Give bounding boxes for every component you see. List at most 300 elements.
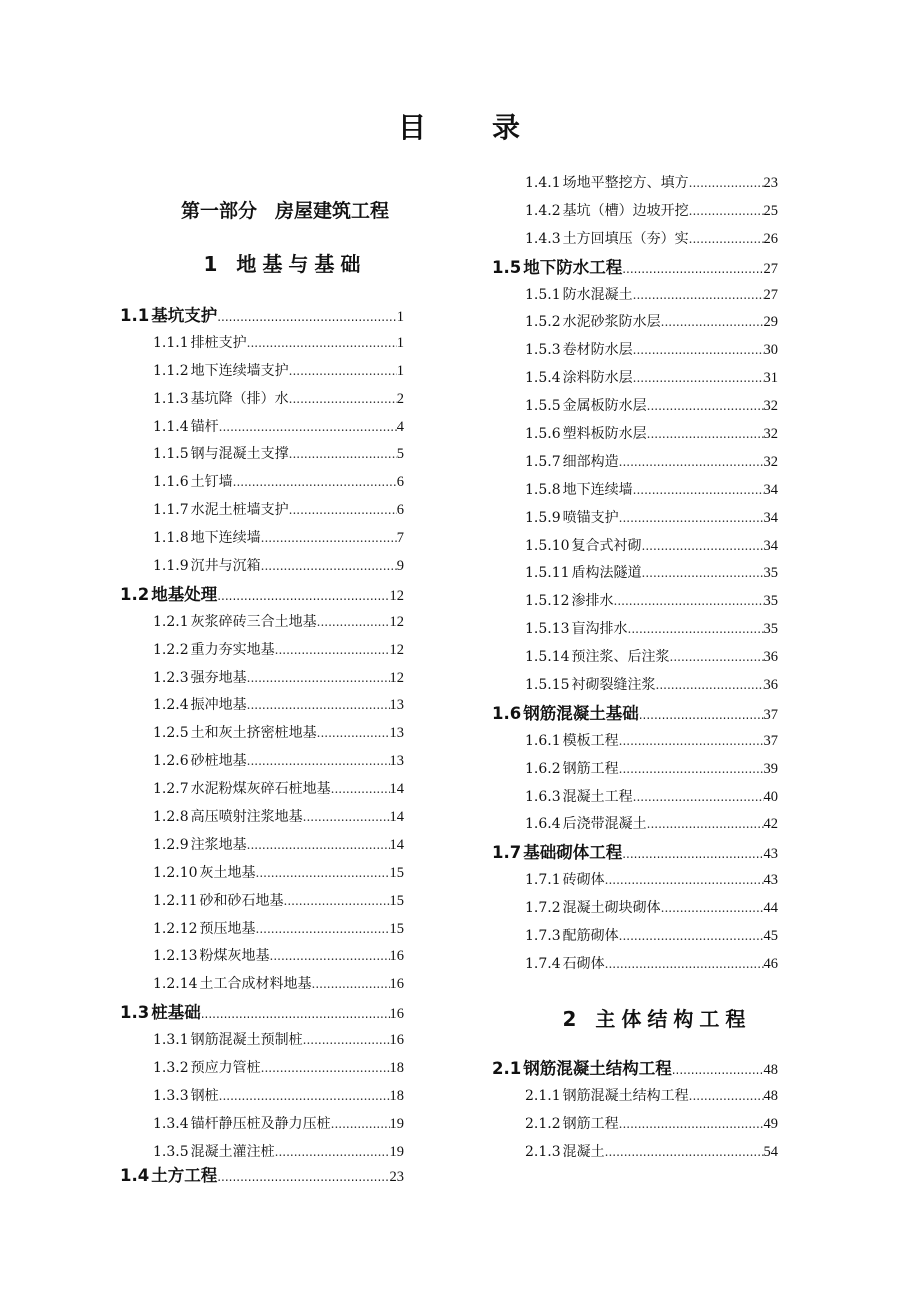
toc-entry-title: 地下防水工程 — [523, 257, 623, 277]
toc-entry-page: 12 — [389, 641, 404, 658]
toc-entry[interactable] — [120, 943, 404, 971]
toc-entry-page: 45 — [763, 928, 778, 945]
toc-entry-number: 1.6.2 — [525, 760, 561, 777]
toc-entry-title: 金属板防水层 — [562, 398, 647, 415]
toc-entry-title: 钢筋工程 — [562, 1115, 619, 1132]
toc-entry-page: 48 — [763, 1062, 778, 1078]
toc-entry-title: 土钉墙 — [190, 474, 233, 491]
toc-entry-title: 防水混凝土 — [562, 286, 633, 303]
toc-entry[interactable] — [120, 358, 404, 386]
toc-entry[interactable] — [492, 588, 778, 616]
toc-entry-page: 16 — [389, 976, 404, 993]
toc-entry[interactable] — [120, 497, 404, 525]
toc-entry[interactable] — [492, 309, 778, 337]
toc-leader-dots — [317, 609, 390, 637]
toc-entry-title: 混凝土灌注桩 — [190, 1143, 275, 1160]
toc-entry[interactable] — [492, 254, 778, 282]
toc-leader-dots — [331, 1111, 390, 1139]
toc-entry[interactable] — [120, 692, 404, 720]
toc-entry-number: 1.5.9 — [525, 509, 561, 526]
toc-entry[interactable] — [492, 811, 778, 839]
toc-entry-page: 30 — [763, 342, 778, 359]
toc-entry-page: 36 — [763, 649, 778, 666]
toc-entry-number: 1.2.6 — [153, 753, 189, 770]
toc-leader-dots — [256, 860, 390, 888]
toc-entry-page: 42 — [763, 816, 778, 833]
toc-leader-dots — [647, 393, 764, 421]
toc-entry[interactable] — [120, 665, 404, 693]
toc-entry[interactable] — [120, 581, 404, 609]
toc-leader-dots — [656, 672, 764, 700]
toc-entry[interactable] — [492, 867, 778, 895]
toc-column-right — [492, 170, 778, 979]
toc-entry[interactable] — [120, 916, 404, 944]
toc-entry[interactable] — [120, 302, 404, 330]
toc-leader-dots — [619, 1111, 764, 1139]
toc-entry[interactable] — [120, 553, 404, 581]
toc-entry-number: 2.1.3 — [525, 1143, 561, 1160]
toc-entry-number: 1.4.2 — [525, 202, 561, 219]
toc-entry-title: 灰浆碎砖三合土地基 — [190, 613, 317, 630]
toc-entry[interactable] — [492, 560, 778, 588]
toc-leader-dots — [289, 497, 397, 525]
toc-entry-number: 1.2.10 — [153, 864, 198, 881]
toc-entry-page: 2 — [396, 390, 404, 407]
toc-entry-title: 钢筋混凝土预制桩 — [190, 1032, 303, 1049]
toc-entry-number: 2.1.1 — [525, 1087, 561, 1104]
toc-entry-title: 模板工程 — [562, 732, 619, 749]
toc-entry-number: 1.2.14 — [153, 976, 198, 993]
toc-entry-title: 混凝土工程 — [562, 788, 633, 805]
toc-entry-page: 35 — [763, 593, 778, 610]
toc-entry-page: 19 — [389, 1143, 404, 1160]
toc-entry-page: 1 — [396, 309, 404, 325]
toc-entry-title: 配筋砌体 — [562, 928, 619, 945]
toc-entry-page: 18 — [389, 1060, 404, 1077]
toc-entry-number: 1.2.1 — [153, 613, 189, 630]
toc-entry[interactable] — [492, 337, 778, 365]
toc-entry-page: 25 — [763, 202, 778, 219]
toc-entry-number: 1.5.1 — [525, 286, 561, 303]
toc-entry-title: 预压地基 — [199, 920, 256, 937]
toc-leader-dots — [247, 692, 390, 720]
toc-leader-dots — [247, 832, 390, 860]
toc-entry-page: 32 — [763, 453, 778, 470]
toc-leader-dots — [261, 1055, 390, 1083]
toc-entry-title: 排桩支护 — [190, 334, 247, 351]
toc-entry-title: 砂桩地基 — [190, 753, 247, 770]
toc-entry-page: 23 — [763, 175, 778, 191]
toc-entry-title: 锚杆 — [190, 418, 219, 435]
toc-leader-dots — [614, 588, 764, 616]
toc-entry[interactable] — [492, 533, 778, 561]
toc-leader-dots — [661, 309, 764, 337]
toc-column-left-bottom — [120, 1162, 404, 1190]
toc-entry-page: 29 — [763, 314, 778, 331]
toc-leader-dots — [247, 665, 390, 693]
toc-entry-page: 54 — [763, 1143, 778, 1160]
toc-entry-page: 18 — [389, 1087, 404, 1104]
toc-leader-dots — [275, 637, 390, 665]
toc-leader-dots — [219, 1083, 390, 1111]
toc-entry-title: 基坑支护 — [151, 306, 218, 325]
toc-entry[interactable] — [120, 386, 404, 414]
toc-leader-dots — [633, 784, 764, 812]
toc-entry-title: 后浇带混凝土 — [562, 816, 647, 833]
toc-entry-number: 1.6 — [492, 703, 522, 723]
toc-entry-page: 13 — [389, 725, 404, 742]
toc-entry-number: 1.7.4 — [525, 955, 561, 972]
toc-leader-dots — [312, 971, 390, 999]
toc-leader-dots — [633, 365, 764, 393]
toc-entry-number: 1.2.2 — [153, 641, 189, 658]
toc-entry[interactable] — [492, 198, 778, 226]
toc-entry-title: 预注浆、后注浆 — [571, 649, 670, 666]
toc-entry-title: 基坑降（排）水 — [190, 390, 289, 407]
toc-entry-title: 水泥土桩墙支护 — [190, 502, 289, 519]
toc-leader-dots — [619, 923, 764, 951]
toc-entry-page: 12 — [389, 613, 404, 630]
toc-entry-title: 桩基础 — [151, 1003, 201, 1023]
toc-entry-number: 1.7.1 — [525, 872, 561, 889]
toc-column-right-bottom — [492, 1055, 778, 1167]
toc-entry-page: 46 — [763, 955, 778, 972]
toc-entry-number: 1.5.7 — [525, 453, 561, 470]
toc-entry[interactable] — [492, 1139, 778, 1167]
toc-leader-dots — [622, 841, 763, 869]
toc-entry-title: 地下连续墙 — [190, 530, 261, 547]
toc-entry-page: 34 — [763, 509, 778, 526]
toc-entry[interactable] — [120, 748, 404, 776]
toc-entry-number: 1.6.3 — [525, 788, 561, 805]
toc-entry[interactable] — [120, 1083, 404, 1111]
toc-entry-title: 水泥粉煤灰碎石桩地基 — [190, 781, 331, 798]
toc-column-left — [120, 302, 404, 1167]
toc-entry[interactable] — [120, 469, 404, 497]
toc-entry[interactable] — [492, 839, 778, 867]
toc-entry[interactable] — [120, 414, 404, 442]
toc-entry-page: 15 — [389, 864, 404, 881]
toc-leader-dots — [642, 560, 764, 588]
toc-entry-page: 40 — [763, 788, 778, 805]
toc-entry[interactable] — [120, 860, 404, 888]
toc-leader-dots — [303, 1027, 390, 1055]
toc-leader-dots — [628, 616, 764, 644]
toc-leader-dots — [201, 1001, 390, 1029]
toc-leader-dots — [270, 943, 390, 971]
toc-entry[interactable] — [492, 170, 778, 198]
toc-entry-number: 1.5 — [492, 257, 522, 277]
toc-entry-page: 39 — [763, 760, 778, 777]
toc-entry-number: 1.5.4 — [525, 370, 561, 387]
toc-entry[interactable] — [492, 923, 778, 951]
toc-leader-dots — [633, 477, 764, 505]
toc-entry-page: 43 — [763, 846, 778, 863]
toc-entry[interactable] — [492, 1111, 778, 1139]
toc-entry-title: 盾构法隧道 — [571, 565, 642, 582]
toc-entry-title: 地下连续墙 — [562, 481, 633, 498]
toc-entry-number: 1.5.14 — [525, 649, 570, 666]
toc-leader-dots — [619, 505, 764, 533]
toc-entry-number: 1.1 — [120, 306, 150, 325]
toc-leader-dots — [233, 469, 397, 497]
toc-entry-number: 1.5.5 — [525, 398, 561, 415]
toc-entry[interactable] — [120, 609, 404, 637]
toc-entry-page: 26 — [763, 230, 778, 247]
toc-entry-number: 1.5.8 — [525, 481, 561, 498]
toc-entry-page: 1 — [396, 334, 404, 351]
toc-entry-title: 灰土地基 — [199, 864, 256, 881]
toc-entry-number: 1.5.10 — [525, 537, 570, 554]
toc-entry[interactable] — [492, 505, 778, 533]
toc-entry-page: 13 — [389, 697, 404, 714]
toc-entry-title: 强夯地基 — [190, 669, 247, 686]
toc-entry-page: 9 — [396, 558, 404, 575]
toc-leader-dots — [331, 776, 390, 804]
toc-entry-title: 盲沟排水 — [571, 621, 628, 638]
toc-entry-title: 预应力管桩 — [190, 1060, 261, 1077]
toc-entry[interactable] — [492, 1083, 778, 1111]
toc-entry-number: 1.1.6 — [153, 474, 189, 491]
toc-leader-dots — [247, 330, 397, 358]
toc-entry-number: 1.1.5 — [153, 446, 189, 463]
toc-leader-dots — [289, 441, 397, 469]
toc-entry[interactable] — [492, 393, 778, 421]
title-char-2: 录 — [492, 111, 523, 144]
toc-leader-dots — [689, 170, 764, 198]
toc-entry-title: 土和灰土挤密桩地基 — [190, 725, 317, 742]
toc-entry-title: 基坑（槽）边坡开挖 — [562, 202, 689, 219]
toc-leader-dots — [247, 748, 390, 776]
toc-leader-dots — [633, 282, 764, 310]
toc-leader-dots — [261, 525, 397, 553]
toc-entry[interactable] — [492, 1055, 778, 1083]
toc-entry-title: 钢筋混凝土基础 — [523, 703, 639, 723]
part-number: 第一部分 — [180, 200, 257, 222]
toc-entry-title: 锚杆静压桩及静力压桩 — [190, 1115, 331, 1132]
toc-entry-title: 高压喷射注浆地基 — [190, 809, 303, 826]
toc-entry-page: 6 — [396, 502, 404, 519]
document-title — [0, 106, 920, 146]
toc-entry-title: 渗排水 — [571, 593, 614, 610]
toc-leader-dots — [317, 720, 390, 748]
toc-entry[interactable] — [492, 951, 778, 979]
toc-entry-number: 1.5.15 — [525, 677, 570, 694]
toc-entry-title: 细部构造 — [562, 453, 619, 470]
toc-entry-page: 16 — [389, 948, 404, 965]
toc-entry[interactable] — [492, 784, 778, 812]
toc-entry-page: 35 — [763, 565, 778, 582]
toc-leader-dots — [605, 951, 764, 979]
toc-entry-number: 1.4.3 — [525, 230, 561, 247]
toc-entry-title: 钢桩 — [190, 1087, 219, 1104]
toc-leader-dots — [642, 533, 764, 561]
toc-leader-dots — [689, 1083, 764, 1111]
toc-entry-number: 1.3.2 — [153, 1060, 189, 1077]
toc-entry-number: 1.6.4 — [525, 816, 561, 833]
chapter-1-title: 1 地基与基础 — [203, 252, 367, 276]
toc-entry[interactable] — [492, 728, 778, 756]
toc-entry[interactable] — [120, 832, 404, 860]
toc-entry-number: 1.4 — [120, 1166, 150, 1185]
toc-entry-title: 土方回填压（夯）实 — [562, 230, 689, 247]
toc-leader-dots — [289, 386, 397, 414]
toc-entry-number: 1.5.11 — [525, 565, 570, 582]
toc-entry-title: 重力夯实地基 — [190, 641, 275, 658]
toc-entry-number: 1.1.1 — [153, 334, 189, 351]
toc-entry-page: 15 — [389, 892, 404, 909]
toc-entry[interactable] — [120, 804, 404, 832]
toc-entry-title: 土工合成材料地基 — [199, 976, 312, 993]
toc-entry-page: 6 — [396, 474, 404, 491]
toc-entry-number: 1.4.1 — [525, 175, 561, 191]
toc-entry[interactable] — [492, 895, 778, 923]
toc-leader-dots — [289, 358, 397, 386]
toc-entry-number: 1.5.6 — [525, 426, 561, 443]
toc-entry[interactable] — [492, 365, 778, 393]
toc-entry-title: 石砌体 — [562, 955, 605, 972]
toc-entry[interactable] — [492, 449, 778, 477]
toc-entry-number: 1.1.7 — [153, 502, 189, 519]
toc-entry[interactable] — [492, 644, 778, 672]
toc-entry-page: 32 — [763, 426, 778, 443]
toc-entry-number: 1.6.1 — [525, 732, 561, 749]
toc-entry-page: 36 — [763, 677, 778, 694]
toc-entry-title: 喷锚支护 — [562, 509, 619, 526]
toc-entry-page: 12 — [389, 669, 404, 686]
toc-entry-number: 1.3 — [120, 1003, 150, 1023]
toc-entry-title: 水泥砂浆防水层 — [562, 314, 661, 331]
toc-entry[interactable] — [492, 282, 778, 310]
toc-entry-title: 场地平整挖方、填方 — [562, 175, 689, 191]
toc-leader-dots — [639, 702, 764, 730]
toc-entry[interactable] — [492, 756, 778, 784]
toc-leader-dots — [670, 644, 764, 672]
toc-entry-title: 钢筋工程 — [562, 760, 619, 777]
toc-entry[interactable] — [492, 700, 778, 728]
toc-entry-number: 1.2.12 — [153, 920, 198, 937]
toc-entry-number: 1.1.8 — [153, 530, 189, 547]
toc-leader-dots — [219, 414, 397, 442]
toc-leader-dots — [217, 1164, 389, 1192]
toc-entry-page: 19 — [389, 1115, 404, 1132]
toc-entry-page: 27 — [763, 286, 778, 303]
toc-leader-dots — [622, 256, 763, 284]
toc-entry[interactable] — [120, 971, 404, 999]
toc-entry[interactable] — [120, 888, 404, 916]
toc-entry-title: 注浆地基 — [190, 836, 247, 853]
toc-entry-page: 14 — [389, 809, 404, 826]
toc-entry-page: 14 — [389, 836, 404, 853]
toc-entry-number: 1.2.11 — [153, 892, 198, 909]
toc-entry-page: 1 — [396, 362, 404, 379]
toc-entry-title: 基础砌体工程 — [523, 843, 623, 863]
toc-entry-title: 地基处理 — [151, 584, 218, 604]
toc-leader-dots — [633, 337, 764, 365]
toc-entry-number: 1.2.3 — [153, 669, 189, 686]
toc-entry[interactable] — [120, 720, 404, 748]
toc-entry[interactable] — [120, 1027, 404, 1055]
toc-entry-title: 土方工程 — [151, 1166, 218, 1185]
toc-entry[interactable] — [492, 672, 778, 700]
toc-entry-number: 1.5.3 — [525, 342, 561, 359]
toc-entry-number: 2.1.2 — [525, 1115, 561, 1132]
toc-entry-title: 混凝土砌块砌体 — [562, 900, 661, 917]
toc-entry-page: 4 — [396, 418, 404, 435]
toc-entry[interactable] — [492, 226, 778, 254]
toc-entry-number: 1.5.2 — [525, 314, 561, 331]
toc-entry-number: 1.2.5 — [153, 725, 189, 742]
toc-entry-page: 34 — [763, 537, 778, 554]
toc-entry-title: 砂和砂石地基 — [199, 892, 284, 909]
toc-entry-title: 钢筋混凝土结构工程 — [562, 1087, 689, 1104]
toc-entry-title: 地下连续墙支护 — [190, 362, 289, 379]
toc-entry-page: 32 — [763, 398, 778, 415]
toc-entry-number: 1.7.3 — [525, 928, 561, 945]
title-char-1: 目 — [397, 111, 428, 144]
toc-entry-page: 14 — [389, 781, 404, 798]
toc-entry[interactable] — [120, 999, 404, 1027]
toc-entry-number: 1.7.2 — [525, 900, 561, 917]
toc-entry-title: 粉煤灰地基 — [199, 948, 270, 965]
toc-entry-number: 2.1 — [492, 1059, 522, 1078]
toc-entry[interactable] — [120, 1162, 404, 1190]
toc-entry[interactable] — [120, 776, 404, 804]
toc-entry-title: 混凝土 — [562, 1143, 605, 1160]
toc-entry[interactable] — [120, 525, 404, 553]
toc-entry[interactable] — [492, 421, 778, 449]
toc-leader-dots — [303, 804, 390, 832]
toc-entry[interactable] — [492, 477, 778, 505]
toc-entry-page: 37 — [763, 732, 778, 749]
toc-entry-number: 1.5.12 — [525, 593, 570, 610]
toc-leader-dots — [661, 895, 764, 923]
toc-entry[interactable] — [120, 330, 404, 358]
toc-entry[interactable] — [492, 616, 778, 644]
toc-leader-dots — [619, 756, 764, 784]
toc-entry-number: 1.2.13 — [153, 948, 198, 965]
toc-entry[interactable] — [120, 637, 404, 665]
toc-entry-number: 1.1.3 — [153, 390, 189, 407]
toc-entry-page: 43 — [763, 872, 778, 889]
toc-entry-number: 1.3.1 — [153, 1032, 189, 1049]
toc-entry-page: 27 — [763, 260, 778, 277]
toc-leader-dots — [672, 1057, 764, 1085]
toc-entry-title: 复合式衬砌 — [571, 537, 642, 554]
toc-entry-page: 16 — [389, 1032, 404, 1049]
toc-entry-page: 13 — [389, 753, 404, 770]
chapter-2-title: 2 主体结构工程 — [562, 1007, 752, 1031]
toc-entry-page: 31 — [763, 370, 778, 387]
toc-entry-page: 23 — [389, 1169, 404, 1185]
toc-entry-page: 15 — [389, 920, 404, 937]
toc-entry-page: 37 — [763, 706, 778, 723]
toc-entry-page: 34 — [763, 481, 778, 498]
toc-leader-dots — [217, 304, 397, 332]
toc-leader-dots — [217, 583, 389, 611]
toc-entry-number: 1.1.9 — [153, 558, 189, 575]
toc-entry[interactable] — [120, 441, 404, 469]
toc-entry-number: 1.2.4 — [153, 697, 189, 714]
toc-entry[interactable] — [120, 1111, 404, 1139]
toc-entry-number: 1.2.7 — [153, 781, 189, 798]
toc-entry-title: 沉井与沉箱 — [190, 558, 261, 575]
toc-entry-title: 塑料板防水层 — [562, 426, 647, 443]
toc-leader-dots — [689, 226, 764, 254]
toc-entry-title: 振冲地基 — [190, 697, 247, 714]
toc-entry[interactable] — [120, 1055, 404, 1083]
toc-leader-dots — [619, 728, 764, 756]
